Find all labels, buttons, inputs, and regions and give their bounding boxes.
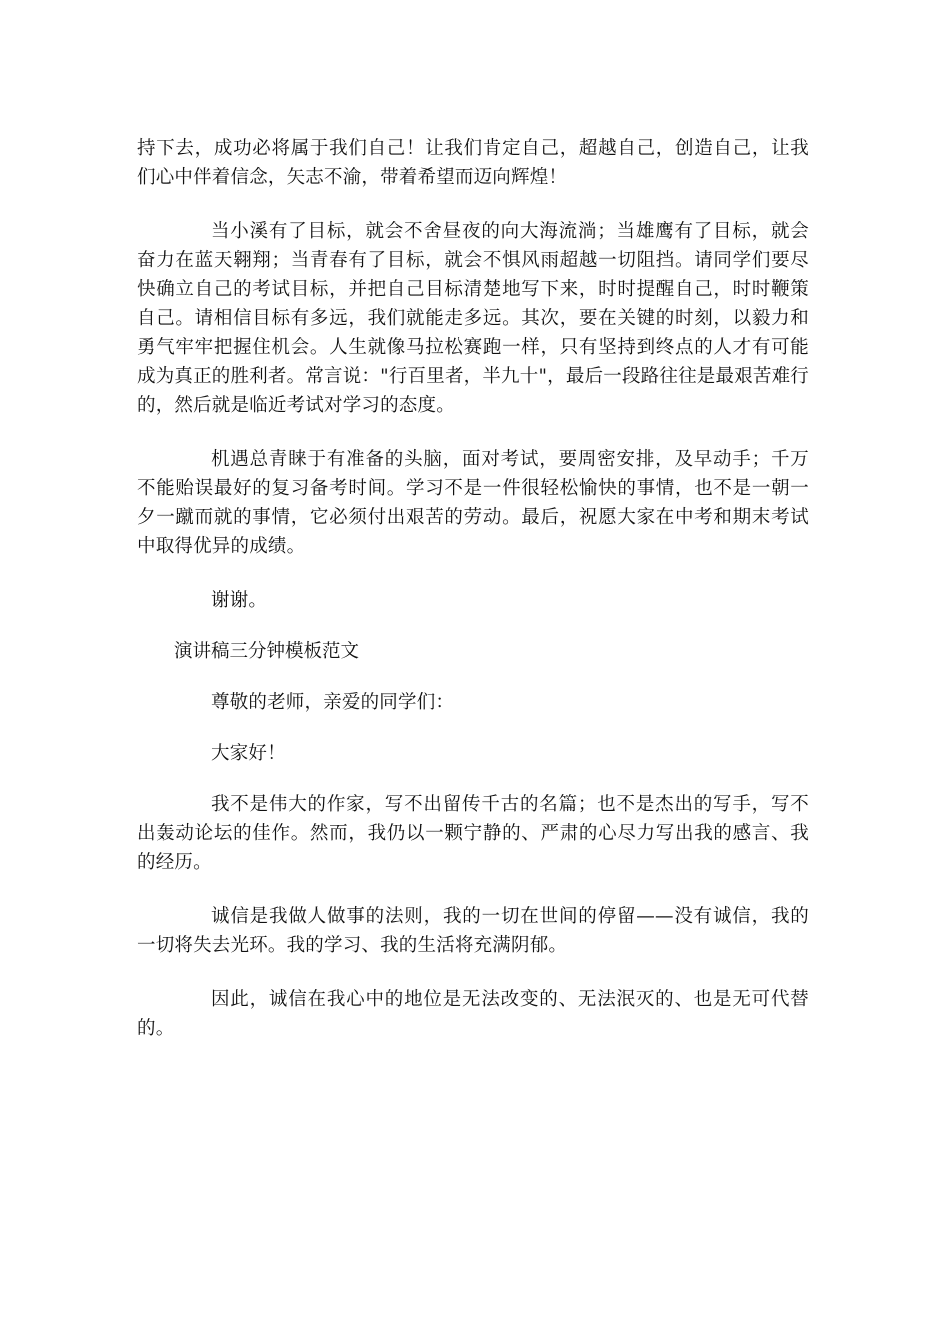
- paragraph-continuation: 持下去，成功必将属于我们自己！让我们肯定自己，超越自己，创造自己，让我们心中伴着信念，矢志不渝，带着希望而迈向辉煌！: [137, 138, 809, 188]
- salutation: 尊敬的老师，亲爱的同学们：: [211, 692, 455, 713]
- paragraph-goals: 当小溪有了目标，就会不舍昼夜的向大海流淌；当雄鹰有了目标，就会奋力在蓝天翱翔；当青春有了目标，就会不惧风雨超越一切阻挡。请同学们要尽快确立自己的考试目标，并把自己目标清楚地写下来，时时提醒自己，时时鞭策自己。请相信目标有多远，我们就能走多远。其次，要在关键的时刻，以毅力和勇气牢牢把握住机会。人生就像马拉松赛跑一样，只有坚持到终点的人才有可能成为真正的胜利者。常言说："行百里者，半九十"，最后一段路往往是最艰苦难行的，然后就是临近考试对学习的态度。: [137, 221, 809, 416]
- section-heading: 演讲稿三分钟模板范文: [174, 641, 360, 662]
- paragraph-thanks: 谢谢。: [211, 590, 268, 611]
- paragraph-opportunity: 机遇总青睐于有准备的头脑，面对考试，要周密安排，及早动手；千万不能贻误最好的复习备考时间。学习不是一件很轻松愉快的事情，也不是一朝一夕一蹴而就的事情，它必须付出艰苦的劳动。最后，祝愿大家在中考和期末考试中取得优异的成绩。: [137, 449, 809, 557]
- paragraph-conclusion: 因此，诚信在我心中的地位是无法改变的、无法泯灭的、也是无可代替的。: [137, 989, 809, 1039]
- paragraph-writer: 我不是伟大的作家，写不出留传千古的名篇；也不是杰出的写手，写不出轰动论坛的佳作。然而，我仍以一颗宁静的、严肃的心尽力写出我的感言、我的经历。: [137, 794, 809, 873]
- greeting: 大家好！: [211, 743, 286, 764]
- document-body: [137, 134, 809, 1043]
- paragraph-integrity: 诚信是我做人做事的法则，我的一切在世间的停留——没有诚信，我的一切将失去光环。我的学习、我的生活将充满阴郁。: [137, 906, 809, 956]
